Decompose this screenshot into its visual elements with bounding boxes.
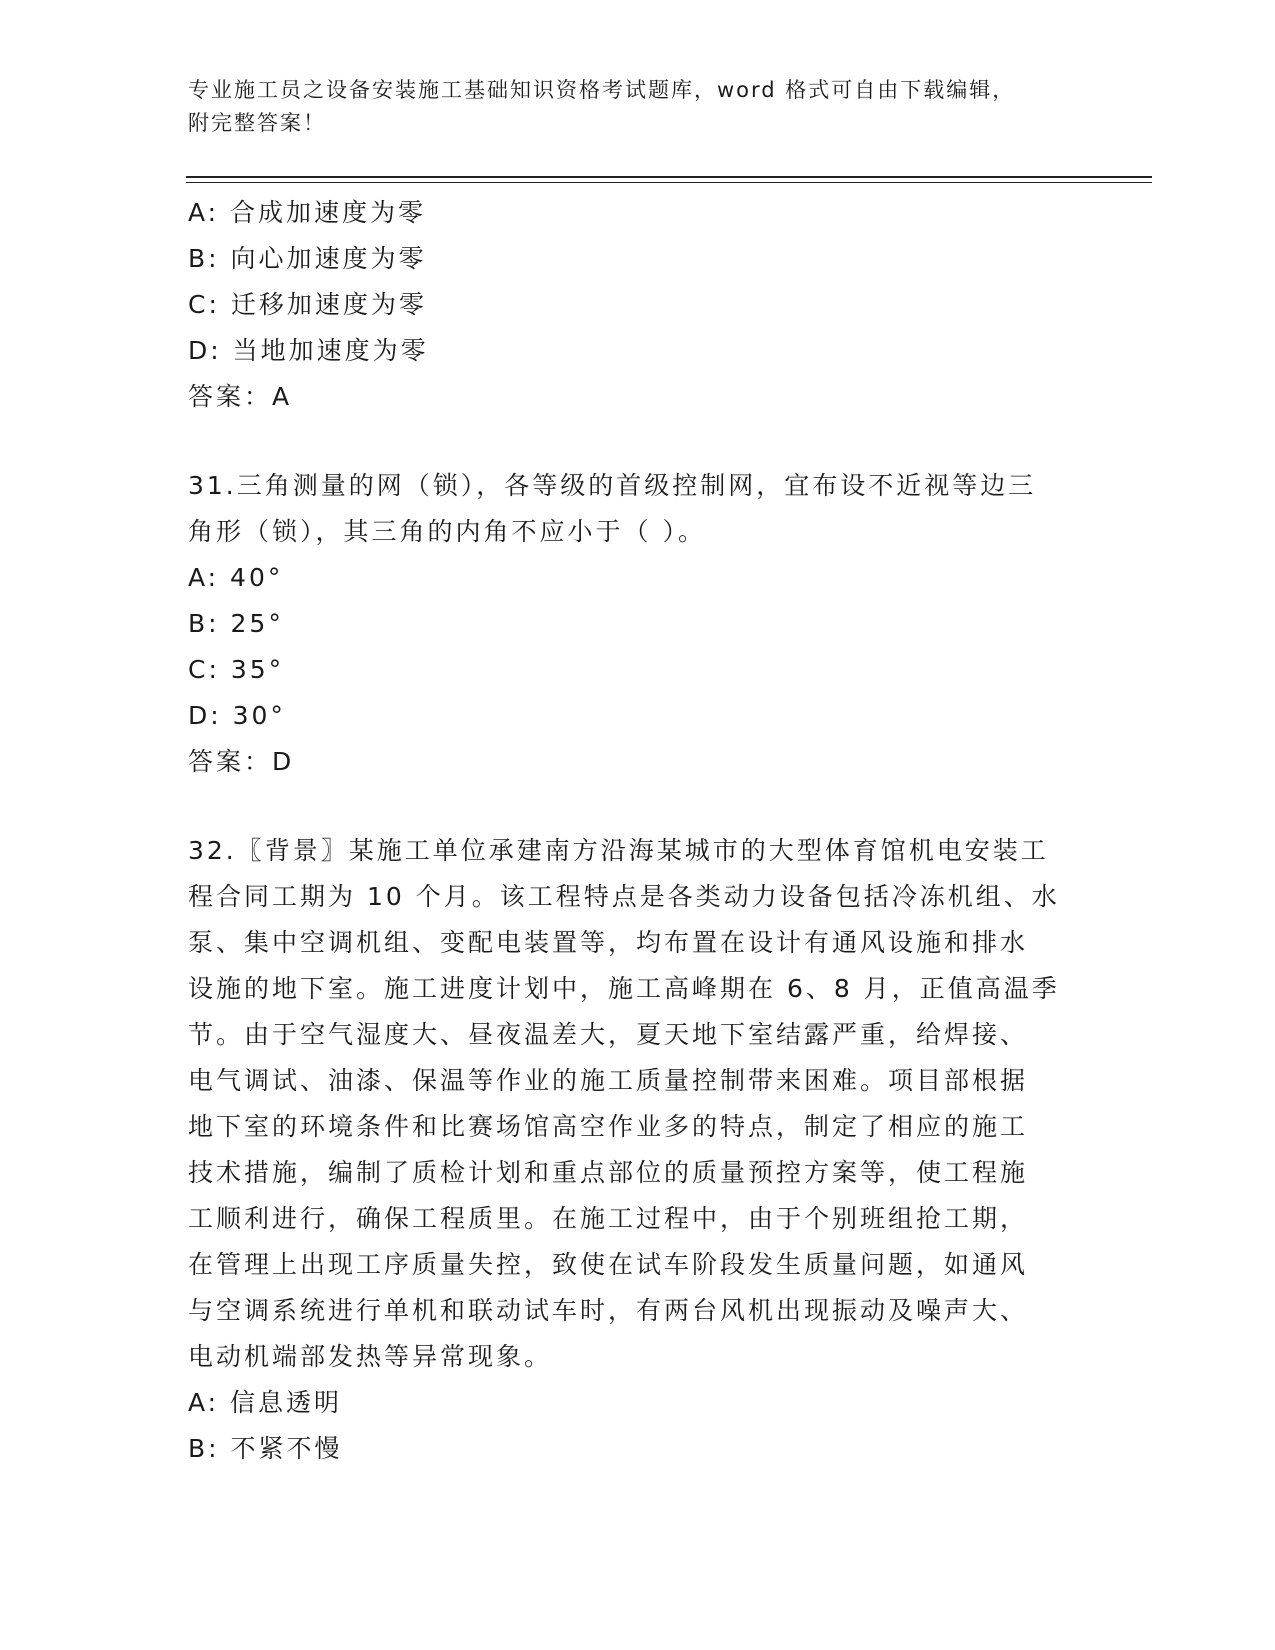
option-b: B: 不紧不慢 [188, 1434, 343, 1463]
answer-line: 答案：A [188, 382, 293, 411]
header-divider-thick [186, 176, 1152, 178]
question-32-text-line: 与空调系统进行单机和联动试车时，有两台风机出现振动及噪声大、 [188, 1296, 1029, 1325]
header-line-2: 附完整答案！ [188, 111, 326, 135]
document-header [188, 74, 1088, 140]
question-32-text-line: 电气调试、油漆、保温等作业的施工质量控制带来困难。项目部根据 [188, 1066, 1029, 1095]
question-32-text-line: 程合同工期为 10 个月。该工程特点是各类动力设备包括冷冻机组、水 [188, 882, 1060, 911]
question-32-text-line: 设施的地下室。施工进度计划中，施工高峰期在 6、8 月，正值高温季 [188, 974, 1060, 1003]
question-31-block [188, 463, 1088, 785]
header-line-1: 专业施工员之设备安装施工基础知识资格考试题库，word 格式可自由下载编辑， [188, 78, 1016, 102]
question-32-text-line: 在管理上出现工序质量失控，致使在试车阶段发生质量问题，如通风 [188, 1250, 1029, 1279]
prev-question-block [188, 190, 1088, 420]
option-d: D: 当地加速度为零 [188, 336, 429, 365]
option-a: A: 信息透明 [188, 1388, 343, 1417]
question-31-text-line: 31.三角测量的网（锁），各等级的首级控制网，宜布设不近视等边三 [188, 471, 1037, 500]
option-a: A: 40° [188, 563, 284, 592]
question-32-text-line: 技术措施，编制了质检计划和重点部位的质量预控方案等，使工程施 [188, 1158, 1029, 1187]
question-32-text-line: 电动机端部发热等异常现象。 [188, 1342, 553, 1371]
question-content [188, 190, 1088, 1472]
option-d: D: 30° [188, 701, 286, 730]
question-32-text-line: 地下室的环境条件和比赛场馆高空作业多的特点，制定了相应的施工 [188, 1112, 1029, 1141]
option-a: A: 合成加速度为零 [188, 198, 427, 227]
question-32-text-line: 32.〖背景〗某施工单位承建南方沿海某城市的大型体育馆机电安装工 [188, 836, 1049, 865]
question-31-text-line: 角形（锁），其三角的内角不应小于（ ）。 [188, 517, 706, 546]
option-c: C: 35° [188, 655, 285, 684]
option-b: B: 25° [188, 609, 284, 638]
option-b: B: 向心加速度为零 [188, 244, 427, 273]
question-32-block [188, 828, 1088, 1472]
answer-line: 答案：D [188, 747, 295, 776]
question-32-text-line: 节。由于空气湿度大、昼夜温差大，夏天地下室结露严重，给焊接、 [188, 1020, 1029, 1049]
option-c: C: 迁移加速度为零 [188, 290, 427, 319]
question-32-text-line: 泵、集中空调机组、变配电装置等，均布置在设计有通风设施和排水 [188, 928, 1029, 957]
question-32-text-line: 工顺利进行，确保工程质里。在施工过程中，由于个别班组抢工期， [188, 1204, 1029, 1233]
header-divider-thin [186, 182, 1152, 183]
